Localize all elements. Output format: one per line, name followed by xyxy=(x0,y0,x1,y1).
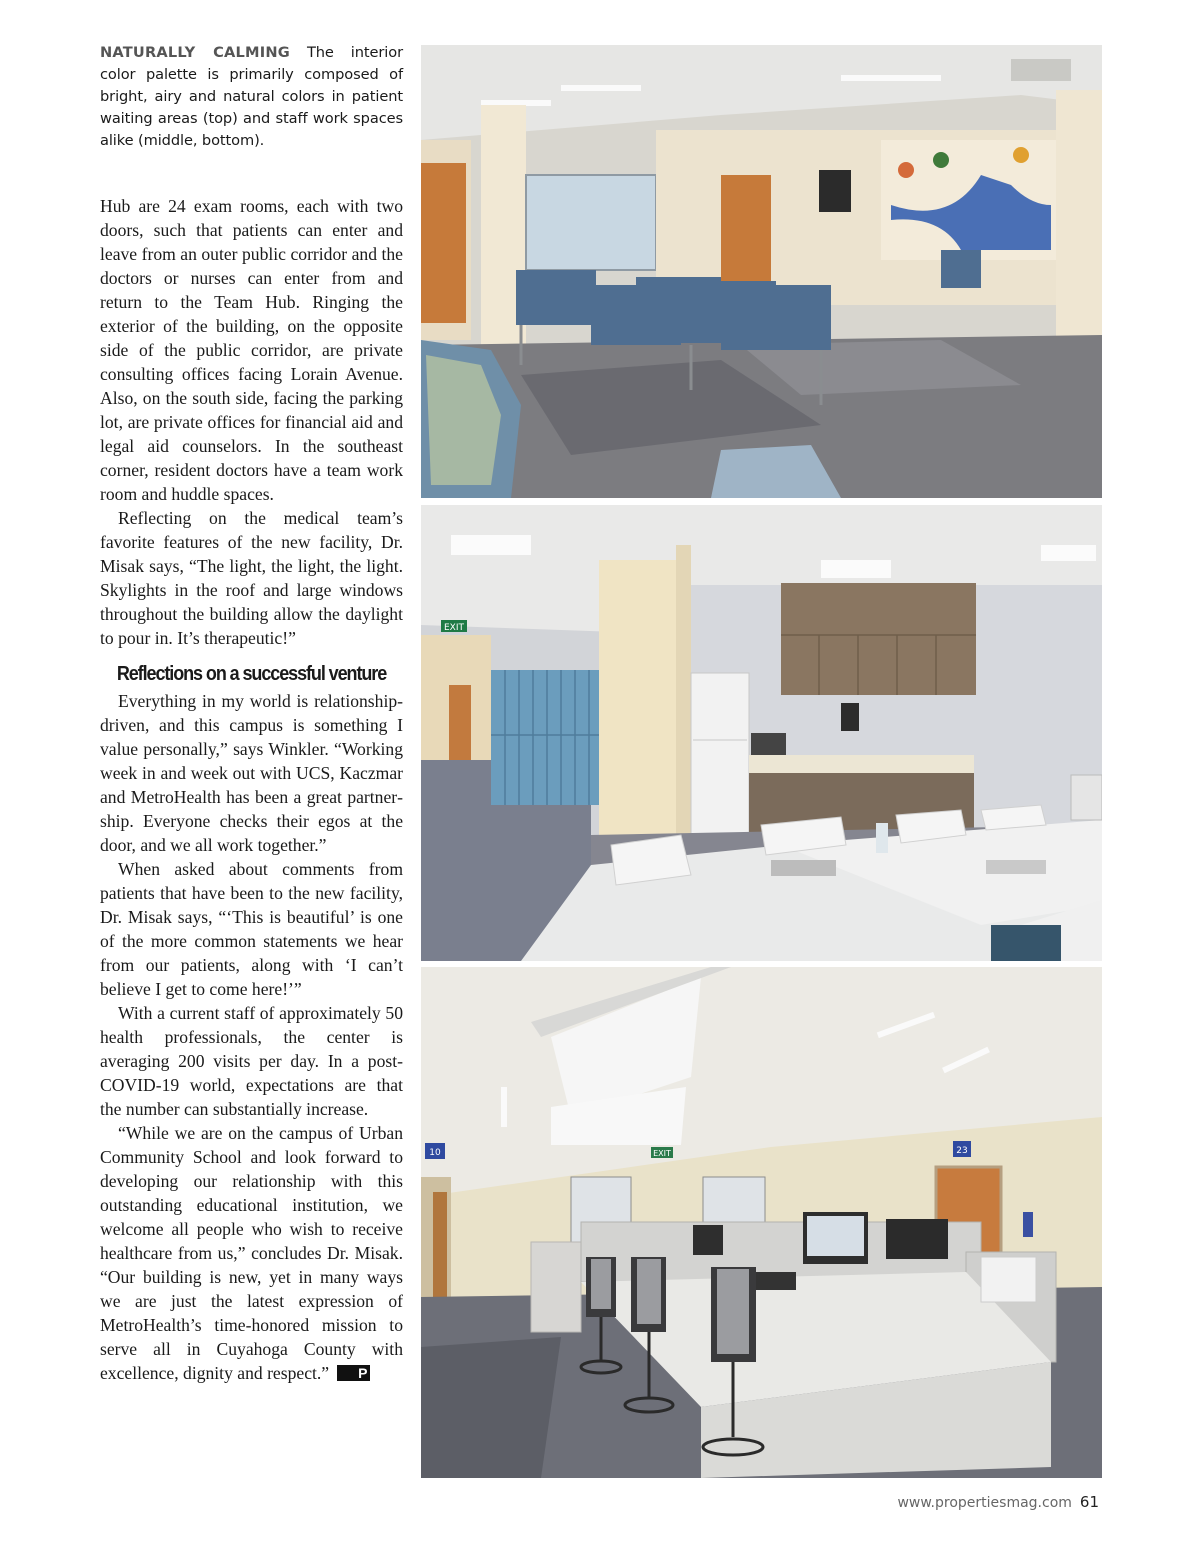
photo-team-hub xyxy=(421,967,1102,1478)
caption-text: The interior color palette is primarily composed of bright, airy and natural colors in patient waiting areas (top) and staff work spaces alike (middle, bottom). xyxy=(100,44,403,149)
photo-break-room xyxy=(421,505,1102,961)
article-paragraph-1: Hub are 24 exam rooms, each with two doors, such that patients can enter and leave from an outer public corridor and the doctors or nurses can enter from and return to the Team Hub. Ringing the exterior of the building, on the opposite side of the public corridor, are private consulting offices facing Lorain Avenue. Also, on the south side, facing the parking lot, are private offices for financial aid and legal aid counselors. In the southeast corner, resident doctors have a team work room and huddle spaces. xyxy=(100,196,403,504)
article-paragraph-5: With a current staff of approximately 50 health professionals, the center is averaging 200 visits per day. In a post-COVID-19 world, expectations are that the number can substantially increase. xyxy=(100,1003,403,1119)
room-number-left: 10 xyxy=(429,1148,441,1158)
exit-sign-mid: EXIT xyxy=(443,623,465,633)
article-subhead: Reflections on a successful venture xyxy=(116,663,387,685)
article-paragraph-6-text: “While we are on the campus of Urban Community School and look forward to developing our relationship with this outstanding educational institution, we welcome all people who wish to receive healthcare from us,” concludes Dr. Misak. “Our building is new, yet in many ways we are just the latest expression of MetroHealth’s time-honored mission to serve all in Cuyahoga County with excellence, dignity and respect.” xyxy=(100,1123,403,1383)
room-number-right: 23 xyxy=(956,1146,968,1156)
article-paragraph-3: Everything in my world is relationship-driven, and this campus is something I value personally,” says Winkler. “Working week in and week out with UCS, Kaczmar and MetroHealth has been a great partnership. Everyone checks their egos at the door, and we all work together.” xyxy=(100,691,403,855)
photo-waiting-area xyxy=(421,45,1102,498)
photo-caption xyxy=(100,42,403,152)
end-mark: P xyxy=(337,1365,370,1381)
caption-lead: NATURALLY CALMING xyxy=(100,44,290,61)
article-paragraph-6 xyxy=(100,1121,403,1385)
article-paragraph-4: When asked about comments from patients that have been to the new facility, Dr. Misak says, “‘This is beautiful’ is one of the more common statements we hear from our patients, along with ‘I can’t believe I get to come here!’” xyxy=(100,859,403,999)
article-body xyxy=(100,194,403,1385)
footer-url: www.propertiesmag.com xyxy=(897,1495,1072,1511)
page-number: 61 xyxy=(1079,1493,1099,1511)
exit-sign-bottom: EXIT xyxy=(653,1149,671,1158)
article-paragraph-2: Reflecting on the medical team’s favorite features of the new facility, Dr. Misak says, “The light, the light, the light. Skylights in the roof and large windows throughout the building allow the daylight to pour in. It’s therapeutic!” xyxy=(100,508,403,648)
page-footer xyxy=(897,1493,1099,1511)
